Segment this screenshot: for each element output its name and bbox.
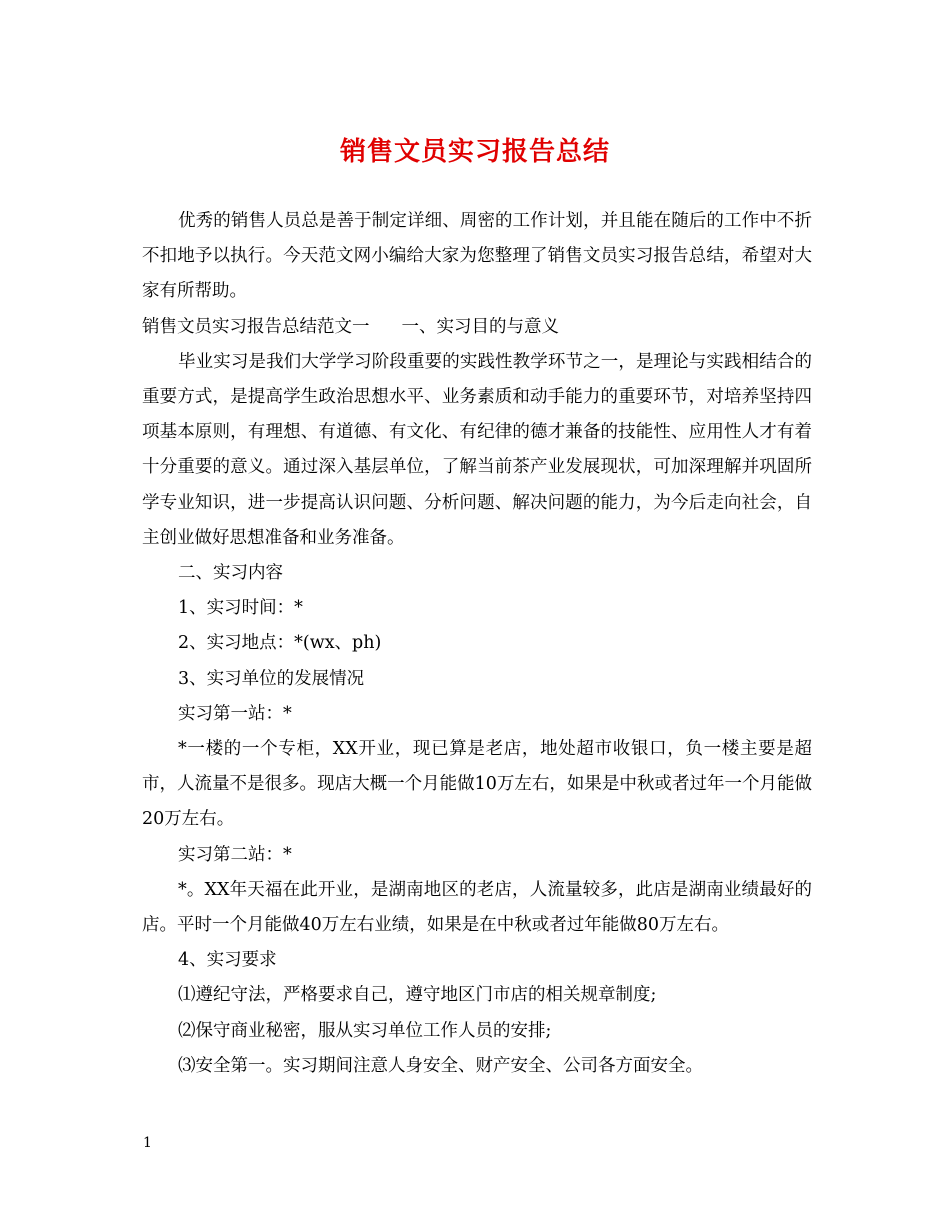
document-body — [142, 204, 812, 1084]
station2-heading: 实习第二站：* — [178, 844, 292, 865]
item-internship-location: 2、实习地点：*(wx、ph) — [178, 633, 382, 654]
station2-paragraph: *。XX年天福在此开业，是湖南地区的老店，人流量较多，此店是湖南业绩最好的店。平时一个月能做40万左右业绩，如果是在中秋或者过年能做80万左右。 — [142, 879, 812, 936]
part2-heading: 二、实习内容 — [178, 563, 283, 584]
requirement-3: ⑶安全第一。实习期间注意人身安全、财产安全、公司各方面安全。 — [178, 1055, 703, 1076]
section-heading: 销售文员实习报告总结范文一 — [142, 316, 370, 337]
section-heading-line — [142, 310, 812, 345]
item-internship-time: 1、实习时间：* — [178, 598, 303, 619]
station1-paragraph: *一楼的一个专柜，XX开业，现已算是老店，地处超市收银口，负一楼主要是超市，人流量不是很多。现店大概一个月能做10万左右，如果是中秋或者过年一个月能做20万左右。 — [142, 739, 812, 830]
document-title: 销售文员实习报告总结 — [339, 137, 610, 167]
requirement-2: ⑵保守商业秘密，服从实习单位工作人员的安排; — [178, 1020, 552, 1041]
page-number: 1 — [143, 1135, 152, 1151]
intro-paragraph: 优秀的销售人员总是善于制定详细、周密的工作计划，并且能在随后的工作中不折不扣地予以执行。今天范文网小编给大家为您整理了销售文员实习报告总结，希望对大家有所帮助。 — [142, 211, 812, 302]
item-requirements: 4、实习要求 — [178, 950, 277, 971]
part1-paragraph: 毕业实习是我们大学学习阶段重要的实践性教学环节之一，是理论与实践相结合的重要方式，是提高学生政治思想水平、业务素质和动手能力的重要环节，对培养坚持四项基本原则，有理想、有道德、有文化、有纪律的德才兼备的技能性、应用性人才有着十分重要的意义。通过深入基层单位，了解当前茶产业发展现状，可加深理解并巩固所学专业知识，进一步提高认识问题、分析问题、解决问题的能力，为今后走向社会，自主创业做好思想准备和业务准备。 — [142, 351, 812, 548]
part1-heading: 一、实习目的与意义 — [401, 316, 559, 337]
requirement-1: ⑴遵纪守法，严格要求自己，遵守地区门市店的相关规章制度; — [178, 985, 657, 1006]
station1-heading: 实习第一站：* — [178, 703, 292, 724]
item-unit-development: 3、实习单位的发展情况 — [178, 668, 365, 689]
